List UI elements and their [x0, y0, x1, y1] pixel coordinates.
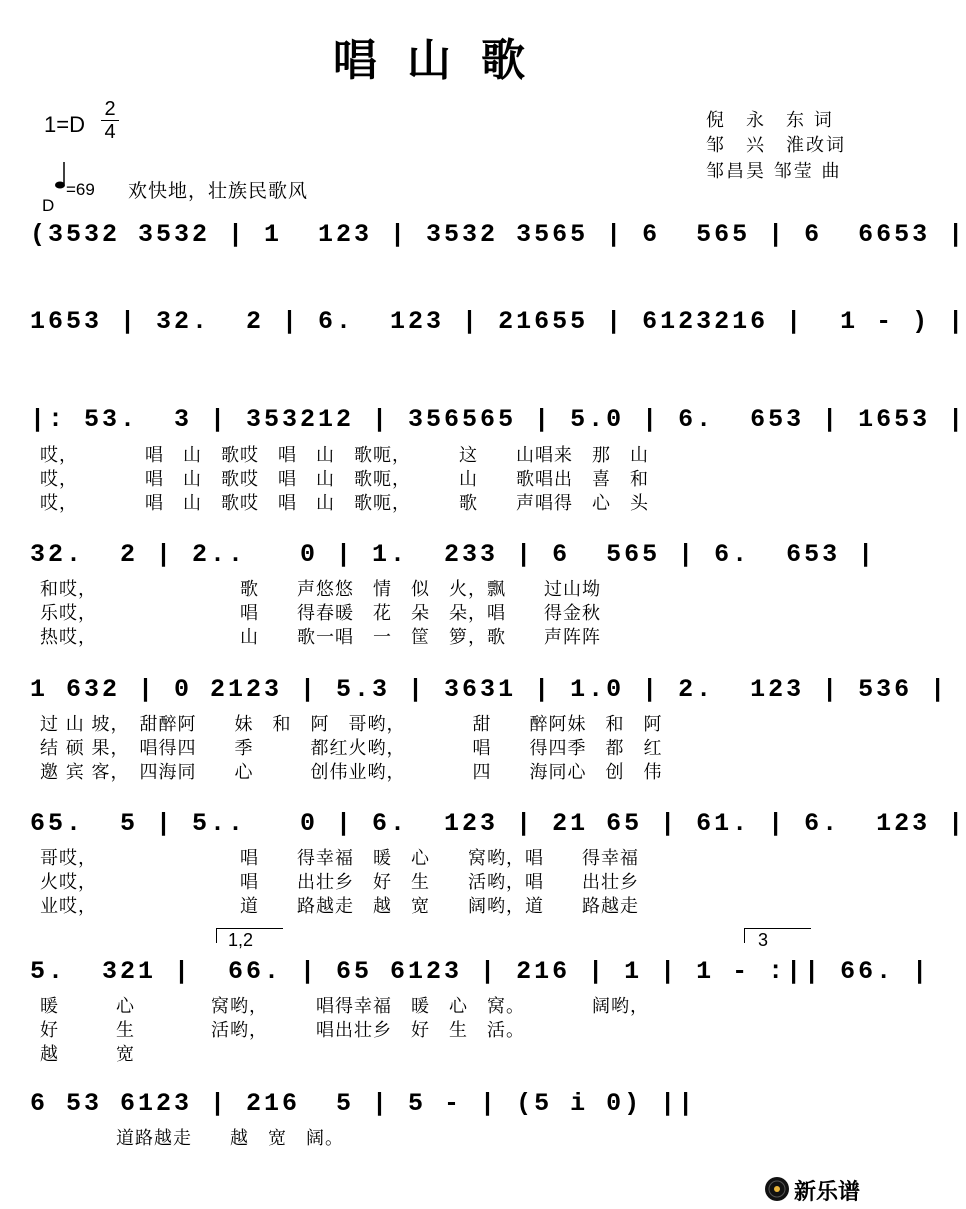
lyrics-line-3-verse-3: 哎， 唱 山 歌哎 唱 山 歌呃， 歌 声唱得 心 头 [40, 493, 649, 514]
volta-bracket-3 [744, 928, 811, 943]
score-line-4: 32. 2 | 2.. 0 | 1. 233 | 6 565 | 6. 653 | [30, 540, 877, 569]
lyrics-line-7-verse-3: 越 宽 [40, 1044, 135, 1065]
lyrics-line-5-verse-1: 过 山 坡， 甜醉阿 妹 和 阿 哥哟， 甜 醉阿妹 和 阿 [40, 714, 663, 735]
watermark-logo-text: 新乐谱 [794, 1180, 861, 1205]
tempo-key-letter: D [42, 196, 55, 215]
lyrics-line-4-verse-3: 热哎， 山 歌一唱 一 筐 箩，歌 声阵阵 [40, 627, 601, 648]
quarter-note-icon [54, 160, 66, 190]
score-line-8: 6 53 6123 | 216 5 | 5 - | (5 i 0) || [30, 1089, 697, 1118]
lyrics-line-3-verse-1: 哎， 唱 山 歌哎 唱 山 歌呃， 这 山唱来 那 山 [40, 445, 649, 466]
lyrics-line-3-verse-2: 哎， 唱 山 歌哎 唱 山 歌呃， 山 歌唱出 喜 和 [40, 469, 649, 490]
score-line-5: 1 632 | 0 2123 | 5.3 | 3631 | 1.0 | 2. 123 | 536 | [30, 675, 949, 704]
credit-lyric-editor: 邹 兴 淮改词 [706, 135, 846, 156]
lyrics-line-7-verse-2: 好 生 活哟， 唱出壮乡 好 生 活。 [40, 1020, 525, 1041]
lyrics-line-5-verse-2: 结 硕 果， 唱得四 季 都红火哟， 唱 得四季 都 红 [40, 738, 663, 759]
performance-style: 欢快地，壮族民歌风 [128, 180, 309, 202]
lyrics-line-6-verse-2: 火哎， 唱 出壮乡 好 生 活哟，唱 出壮乡 [40, 872, 639, 893]
credit-composer: 邹昌昊 邹莹 曲 [706, 161, 842, 182]
score-line-3: |: 53. 3 | 353212 | 356565 | 5.0 | 6. 653 | 1653 | [30, 405, 966, 434]
lyrics-line-7-verse-1: 暖 心 窝哟， 唱得幸福 暖 心 窝。 阔哟， [40, 996, 649, 1017]
volta-label-3: 3 [758, 930, 769, 950]
volta-label-1-2: 1,2 [228, 930, 254, 950]
tempo-marking: =69 [66, 180, 95, 199]
time-signature-bottom: 4 [104, 121, 116, 143]
key-signature: 1=D [44, 112, 85, 137]
lyrics-line-4-verse-2: 乐哎， 唱 得春暖 花 朵 朵，唱 得金秋 [40, 603, 601, 624]
credit-lyricist: 倪 永 东 词 [706, 110, 834, 131]
score-line-2: 1653 | 32. 2 | 6. 123 | 21655 | 6123216 | 1 - ) | [30, 307, 966, 336]
lyrics-line-5-verse-3: 邀 宾 客， 四海同 心 创伟业哟， 四 海同心 创 伟 [40, 762, 663, 783]
score-line-6: 65. 5 | 5.. 0 | 6. 123 | 21 65 | 61. | 6. 123 | [30, 809, 966, 838]
score-line-1: (3532 3532 | 1 123 | 3532 3565 | 6 565 | 6 6653 | [30, 220, 966, 249]
vinyl-record-icon [764, 1176, 790, 1202]
lyrics-line-6-verse-3: 业哎， 道 路越走 越 宽 阔哟，道 路越走 [40, 896, 639, 917]
time-signature-top: 2 [104, 98, 116, 120]
time-signature [101, 98, 119, 143]
song-title: 唱山歌 [333, 35, 555, 86]
lyrics-line-4-verse-1: 和哎， 歌 声悠悠 情 似 火，飘 过山坳 [40, 579, 601, 600]
score-line-7: 5. 321 | 66. | 65 6123 | 216 | 1 | 1 - :|| 66. | [30, 957, 931, 986]
lyrics-line-8: 道路越走 越 宽 阔。 [40, 1128, 344, 1149]
lyrics-line-6-verse-1: 哥哎， 唱 得幸福 暖 心 窝哟，唱 得幸福 [40, 848, 639, 869]
